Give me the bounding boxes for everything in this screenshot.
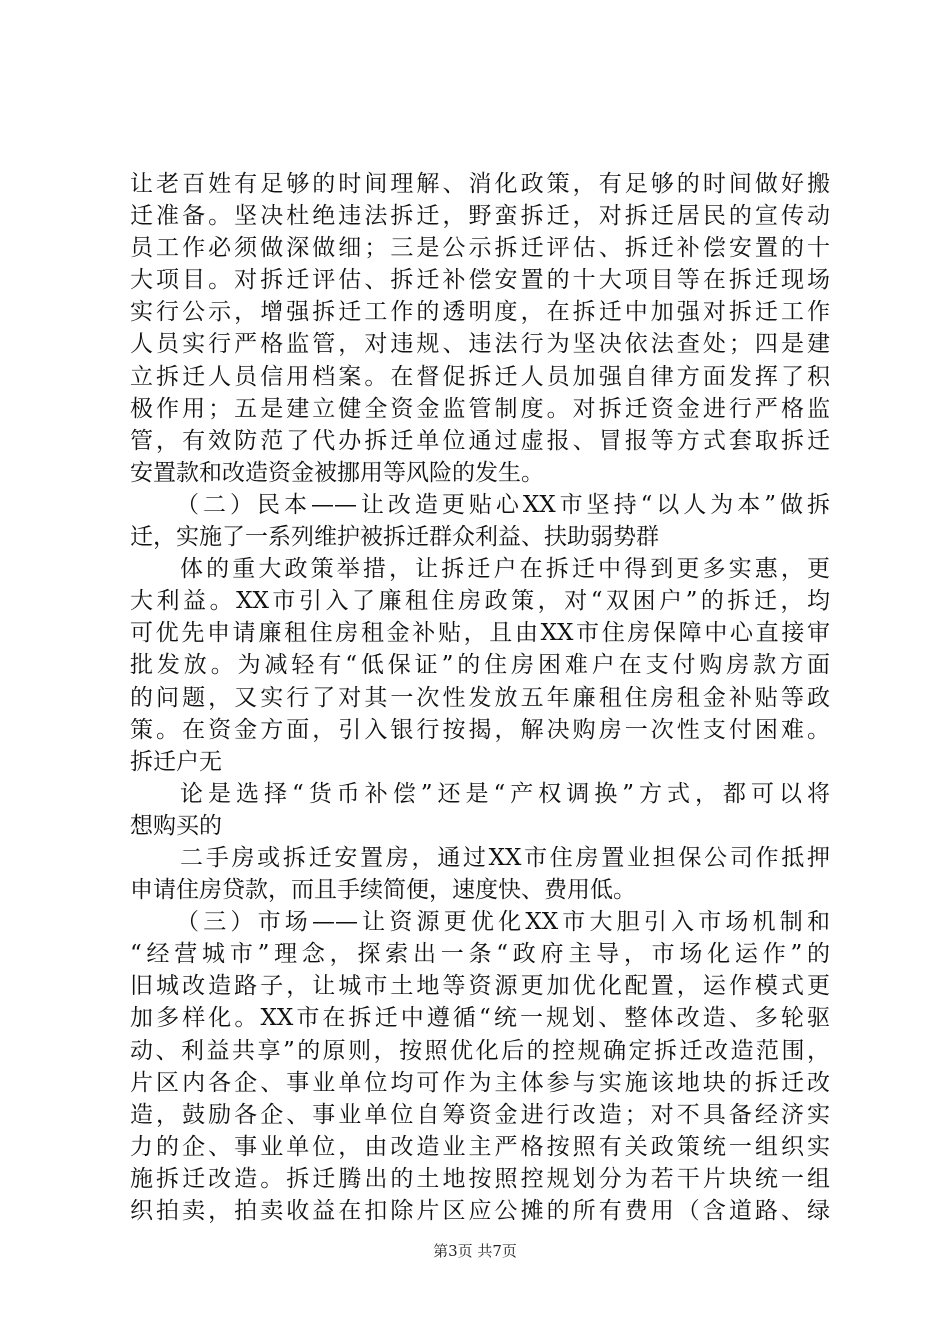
text-line: 立拆迁人员信用档案。在督促拆迁人员加强自律方面发挥了积	[130, 363, 830, 390]
text-line: 力的企、事业单位，由改造业主严格按照有关政策统一组织实	[130, 1133, 830, 1160]
text-line: 论是选择“货币补偿”还是“产权调换”方式，都可以将	[180, 780, 830, 807]
text-line: 申请住房贷款，而且手续简便，速度快、费用低。	[130, 877, 636, 904]
section-heading-3: （三）市场——让资源更优化XX市大胆引入市场机制和	[176, 909, 830, 936]
text-line: 策。在资金方面，引入银行按揭，解决购房一次性支付困难。	[130, 716, 830, 743]
text-line: 员工作必须做深做细；三是公示拆迁评估、拆迁补偿安置的十	[130, 235, 830, 262]
text-line: 可优先申请廉租住房租金补贴，且由XX市住房保障中心直接审	[130, 620, 830, 647]
text-line: 织拍卖，拍卖收益在扣除片区应公摊的所有费用（含道路、绿	[130, 1198, 830, 1224]
text-line: 安置款和改造资金被挪用等风险的发生。	[130, 459, 544, 486]
page-footer	[0, 1241, 950, 1261]
text-line: 动、利益共享”的原则，按照优化后的控规确定拆迁改造范围，	[130, 1037, 830, 1064]
text-line: 施拆迁改造。拆迁腾出的土地按照控规划分为若干片块统一组	[130, 1165, 830, 1192]
text-line: 加多样化。XX市在拆迁中遵循“统一规划、整体改造、多轮驱	[130, 1005, 830, 1032]
page-number: 第3页 共7页	[433, 1242, 517, 1260]
text-line: 大项目。对拆迁评估、拆迁补偿安置的十大项目等在拆迁现场	[130, 267, 830, 294]
text-line: 造，鼓励各企、事业单位自筹资金进行改造；对不具备经济实	[130, 1101, 830, 1128]
text-line: 拆迁户无	[130, 748, 222, 775]
text-line: 批发放。为减轻有“低保证”的住房困难户在支付购房款方面	[130, 652, 830, 679]
text-line: 管，有效防范了代办拆迁单位通过虚报、冒报等方式套取拆迁	[130, 427, 830, 454]
text-line: 极作用；五是建立健全资金监管制度。对拆迁资金进行严格监	[130, 395, 830, 422]
text-line: 让老百姓有足够的时间理解、消化政策，有足够的时间做好搬	[130, 171, 830, 197]
text-line: 迁准备。坚决杜绝违法拆迁，野蛮拆迁，对拆迁居民的宣传动	[130, 203, 830, 230]
body-text	[130, 168, 830, 1227]
text-line: 的问题，又实行了对其一次性发放五年廉租住房租金补贴等政	[130, 684, 830, 711]
text-line: 人员实行严格监管，对违规、违法行为坚决依法查处；四是建	[130, 331, 830, 358]
text-line: “经营城市”理念，探索出一条“政府主导，市场化运作”的	[130, 941, 830, 968]
text-line: 体的重大政策举措，让拆迁户在拆迁中得到更多实惠，更	[180, 556, 830, 583]
text-line: 想购买的	[130, 812, 222, 839]
text-line: 迁，实施了一系列维护被拆迁群众利益、扶助弱势群	[130, 524, 659, 551]
text-line: 旧城改造路子，让城市土地等资源更加优化配置，运作模式更	[130, 973, 830, 1000]
text-line: 片区内各企、事业单位均可作为主体参与实施该地块的拆迁改	[130, 1069, 830, 1096]
text-line: 实行公示，增强拆迁工作的透明度，在拆迁中加强对拆迁工作	[130, 299, 830, 326]
text-line: 大利益。XX市引入了廉租住房政策，对“双困户”的拆迁，均	[130, 588, 830, 615]
section-heading-2: （二）民本——让改造更贴心XX市坚持“以人为本”做拆	[176, 491, 830, 518]
text-line: 二手房或拆迁安置房，通过XX市住房置业担保公司作抵押	[180, 844, 830, 871]
